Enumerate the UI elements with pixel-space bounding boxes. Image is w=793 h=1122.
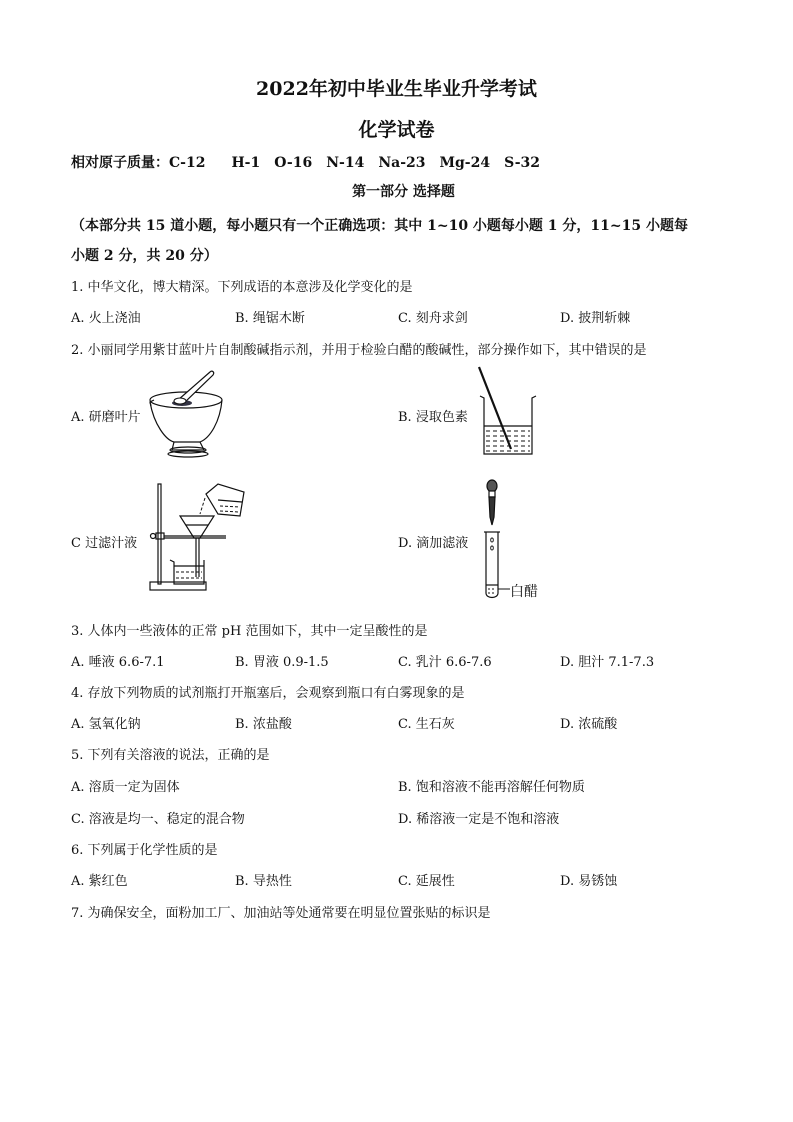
question-6-stem: 6. 下列属于化学性质的是 [71,843,218,858]
atomic-mass-na: Na-23 [378,155,426,171]
question-1-option-c: C. 刻舟求剑 [398,311,468,326]
question-5-option-d: D. 稀溶液一定是不饱和溶液 [398,812,560,827]
section-title: 第一部分 选择题 [352,184,455,200]
atomic-masses-label: 相对原子质量： [71,155,169,171]
atomic-masses [71,152,540,172]
question-4-stem: 4. 存放下列物质的试剂瓶打开瓶塞后，会观察到瓶口有白雾现象的是 [71,686,465,701]
question-2-option-a: A. 研磨叶片 [71,410,141,425]
question-6-option-d: D. 易锈蚀 [560,874,618,889]
atomic-mass-c: C-12 [169,155,206,171]
question-1-option-d: D. 披荆斩棘 [560,311,631,326]
question-3-option-b: B. 胃液 0.9-1.5 [235,655,329,670]
question-4-option-d: D. 浓硫酸 [560,717,618,732]
question-3-option-a: A. 唾液 6.6-7.1 [71,655,165,670]
question-3-stem: 3. 人体内一些液体的正常 pH 范围如下，其中一定呈酸性的是 [71,624,428,639]
question-3-option-d: D. 胆汁 7.1-7.3 [560,655,655,670]
question-2-option-c: C 过滤汁液 [71,536,138,551]
question-7-stem: 7. 为确保安全，面粉加工厂、加油站等处通常要在明显位置张贴的标识是 [71,906,491,921]
question-4-option-b: B. 浓盐酸 [235,717,292,732]
beaker-with-glass-rod-figure [478,366,538,461]
question-5-option-a: A. 溶质一定为固体 [71,780,180,795]
question-3-option-c: C. 乳汁 6.6-7.6 [398,655,492,670]
question-5-stem: 5. 下列有关溶液的说法，正确的是 [71,748,270,763]
question-2-option-b: B. 浸取色素 [398,410,468,425]
question-2-stem: 2. 小丽同学用紫甘蓝叶片自制酸碱指示剂，并用于检验白醋的酸碱性，部分操作如下，其中错误的是 [71,343,647,358]
exam-title: 2022年初中毕业生毕业升学考试 [256,78,537,100]
question-1-option-a: A. 火上浇油 [71,311,141,326]
question-4-option-a: A. 氢氧化钠 [71,717,141,732]
question-6-option-b: B. 导热性 [235,874,292,889]
atomic-mass-mg: Mg-24 [439,155,491,171]
question-6-option-a: A. 紫红色 [71,874,128,889]
question-2-option-d: D. 滴加滤液 [398,536,469,551]
question-6-option-c: C. 延展性 [398,874,455,889]
question-1-option-b: B. 绳锯木断 [235,311,305,326]
filtration-apparatus-figure [148,480,252,592]
atomic-mass-s: S-32 [504,155,541,171]
mortar-and-pestle-figure [148,370,228,462]
section-instruction-line2: 小题 2 分，共 20 分） [71,248,218,264]
white-vinegar-label: 白醋 [510,584,538,600]
question-4-option-c: C. 生石灰 [398,717,455,732]
atomic-mass-n: N-14 [326,155,365,171]
exam-subtitle: 化学试卷 [358,119,435,141]
section-instruction-line1: （本部分共 15 道小题，每小题只有一个正确选项：其中 1~10 小题每小题 1 分，11~15 小题每 [71,218,688,234]
question-5-option-c: C. 溶液是均一、稳定的混合物 [71,812,245,827]
atomic-mass-o: O-16 [274,155,313,171]
atomic-mass-h: H-1 [231,155,261,171]
question-1-stem: 1. 中华文化，博大精深。下列成语的本意涉及化学变化的是 [71,280,413,295]
question-5-option-b: B. 饱和溶液不能再溶解任何物质 [398,780,585,795]
